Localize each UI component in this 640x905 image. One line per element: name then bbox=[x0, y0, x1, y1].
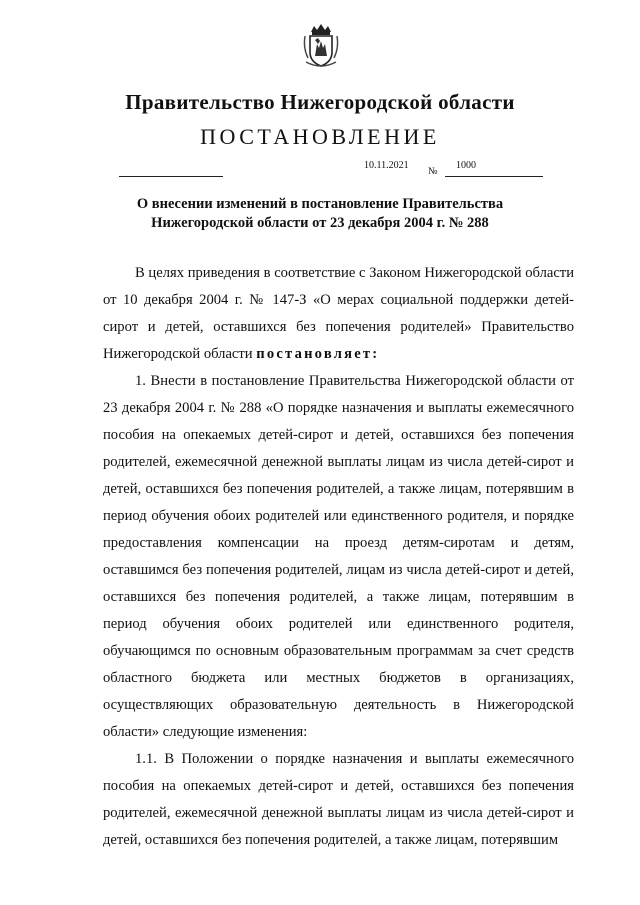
number-line bbox=[445, 176, 543, 177]
number-sign: № bbox=[428, 166, 438, 177]
document-body bbox=[103, 260, 574, 854]
title-line-1: О внесении изменений в постановление Правительства bbox=[136, 196, 504, 212]
item-1-1-paragraph: 1.1. В Положении о порядке назначения и выплаты ежемесячного пособия на опекаемых детей-сирот и детей, оставшихся без попечения родителей, ежемесячной денежной выплаты лицам из числа детей-сирот и детей, оставшихся без попечения родителей, а также лицам, потерявшим bbox=[103, 751, 574, 848]
issuing-authority: Правительство Нижегородской области bbox=[125, 90, 515, 114]
preamble-paragraph bbox=[103, 260, 574, 368]
preamble-text: В целях приведения в соответствие с Законом Нижегородской области от 10 декабря 2004 г. № 147-З «О мерах социальной поддержки детей-сирот и детей, оставшихся без попечения родителей» Правительство Нижегородской области bbox=[103, 265, 574, 362]
document-type: ПОСТАНОВЛЕНИЕ bbox=[200, 124, 440, 149]
title-line-2: Нижегородской области от 23 декабря 2004 г. № 288 bbox=[151, 215, 489, 231]
item-1-paragraph: 1. Внести в постановление Правительства Нижегородской области от 23 декабря 2004 г. № 288 «О порядке назначения и выплаты ежемесячного пособия на опекаемых детей-сирот и детей, оставшихся без попечения родителей, ежемесячной денежной выплаты лицам из числа детей-сирот и детей, оставшихся без попечения родителей, а также лицам, потерявшим в период обучения обоих родителей или единственного родителя, и порядке предоставления компенсации на проезд детям-сиротам и детям, оставшимся без попечения родителей, лицам из числа детей-сирот и детей, оставшихся без попечения родителей, а также лицам, потерявшим в период обучения обоих родителей или единственного родителя, обучающимся по основным образовательным программам за счет средств областного бюджета или местных бюджетов в организациях, осуществляющих образовательную деятельность в Нижегородской области» следующие изменения: bbox=[103, 373, 574, 740]
nizhny-novgorod-coat-of-arms-icon bbox=[302, 22, 340, 68]
document-title bbox=[100, 195, 540, 233]
date-line-left bbox=[119, 176, 223, 177]
document-number: 1000 bbox=[456, 160, 476, 171]
resolves-colon: : bbox=[372, 346, 380, 362]
document-date: 10.11.2021 bbox=[364, 160, 409, 171]
resolves-word: постановляет bbox=[256, 346, 373, 362]
